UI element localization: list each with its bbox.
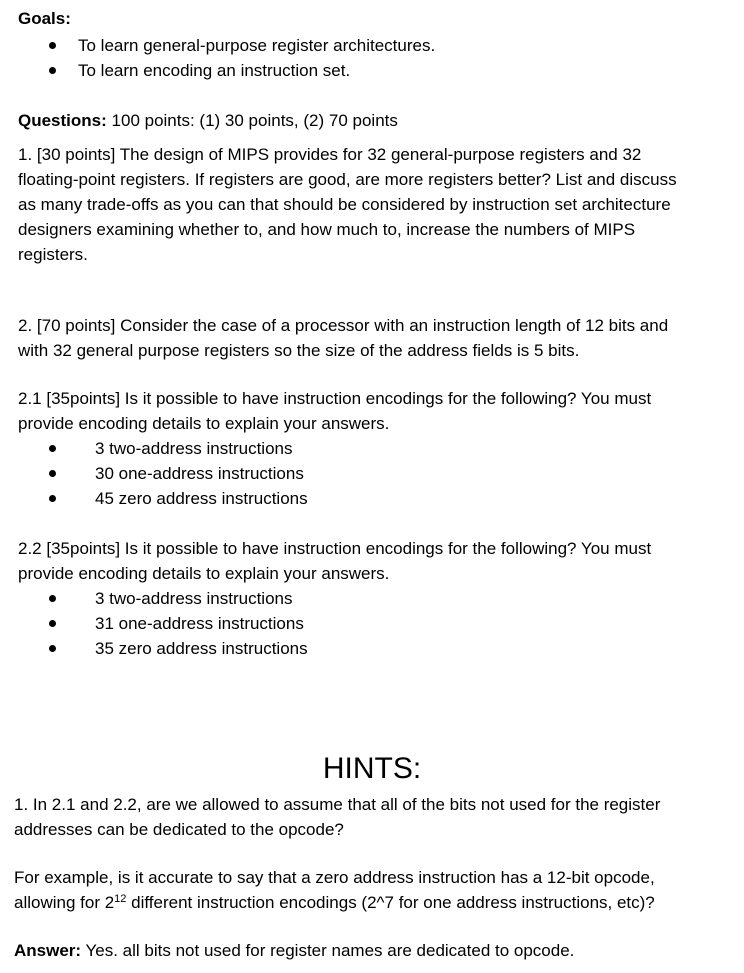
- example-text: different instruction encodings (2^7 for one address instructions, etc)?: [126, 893, 655, 912]
- question-2: [18, 313, 738, 363]
- q22-item-text: 35 zero address instructions: [95, 639, 308, 658]
- q21-line: 2.1 [35points] Is it possible to have instruction encodings for the following? You must: [18, 389, 652, 408]
- bullet-icon: [49, 620, 56, 627]
- bullet-icon: [49, 445, 56, 452]
- bullet-icon: [49, 470, 56, 477]
- q21-line: provide encoding details to explain your answers.: [18, 414, 390, 433]
- q22-list: [18, 586, 738, 661]
- example-line: [14, 890, 739, 915]
- hints-title: HINTS:: [322, 752, 422, 785]
- goal-item: [18, 33, 718, 58]
- q22-item: [18, 586, 738, 611]
- answer-label: Answer:: [14, 941, 82, 960]
- example-text: allowing for 2: [14, 893, 115, 912]
- hint-1-line: addresses can be dedicated to the opcode?: [14, 820, 344, 839]
- goal-item: [18, 58, 718, 83]
- q21-item-text: 3 two-address instructions: [95, 439, 293, 458]
- bullet-icon: [49, 42, 56, 49]
- q22-item-text: 31 one-address instructions: [95, 614, 304, 633]
- q22-item-text: 3 two-address instructions: [95, 589, 293, 608]
- bullet-icon: [49, 645, 56, 652]
- question-2-1: [18, 386, 738, 511]
- answer-text: Yes. all bits not used for register names are dedicated to opcode.: [85, 941, 575, 960]
- goals-heading: Goals:: [18, 9, 71, 28]
- hint-example: [14, 865, 739, 915]
- q2-line: with 32 general purpose registers so the size of the address fields is 5 bits.: [18, 341, 580, 360]
- bullet-icon: [49, 67, 56, 74]
- exponent: 12: [114, 893, 127, 905]
- q1-line: registers.: [18, 245, 88, 264]
- q22-item: [18, 636, 738, 661]
- q22-item: [18, 611, 738, 636]
- answer-line: [14, 938, 739, 963]
- questions-line: [18, 108, 398, 133]
- q1-line: floating-point registers. If registers are good, are more registers better? List and discuss: [18, 170, 677, 189]
- goal-text: To learn encoding an instruction set.: [78, 61, 351, 80]
- hint-1: [14, 792, 739, 842]
- questions-points: 100 points: (1) 30 points, (2) 70 points: [111, 111, 398, 130]
- q21-item: [18, 461, 738, 486]
- q21-item-text: 45 zero address instructions: [95, 489, 308, 508]
- hint-1-line: 1. In 2.1 and 2.2, are we allowed to assume that all of the bits not used for the register: [14, 795, 661, 814]
- bullet-icon: [49, 495, 56, 502]
- q21-item: [18, 486, 738, 511]
- question-1: [18, 142, 738, 267]
- questions-heading: Questions:: [18, 111, 107, 130]
- goal-text: To learn general-purpose register architectures.: [78, 36, 436, 55]
- bullet-icon: [49, 595, 56, 602]
- example-line: For example, is it accurate to say that a zero address instruction has a 12-bit opcode,: [14, 868, 655, 887]
- question-2-2: [18, 536, 738, 661]
- q21-list: [18, 436, 738, 511]
- q1-line: designers examining whether to, and how much to, increase the numbers of MIPS: [18, 220, 636, 239]
- q22-line: provide encoding details to explain your answers.: [18, 564, 390, 583]
- goals-list: [18, 33, 718, 83]
- q21-item-text: 30 one-address instructions: [95, 464, 304, 483]
- q1-line: 1. [30 points] The design of MIPS provides for 32 general-purpose registers and 32: [18, 145, 642, 164]
- q2-line: 2. [70 points] Consider the case of a processor with an instruction length of 12 bits and: [18, 316, 669, 335]
- q21-item: [18, 436, 738, 461]
- q1-line: as many trade-offs as you can that should be considered by instruction set architecture: [18, 195, 671, 214]
- q22-line: 2.2 [35points] Is it possible to have instruction encodings for the following? You must: [18, 539, 652, 558]
